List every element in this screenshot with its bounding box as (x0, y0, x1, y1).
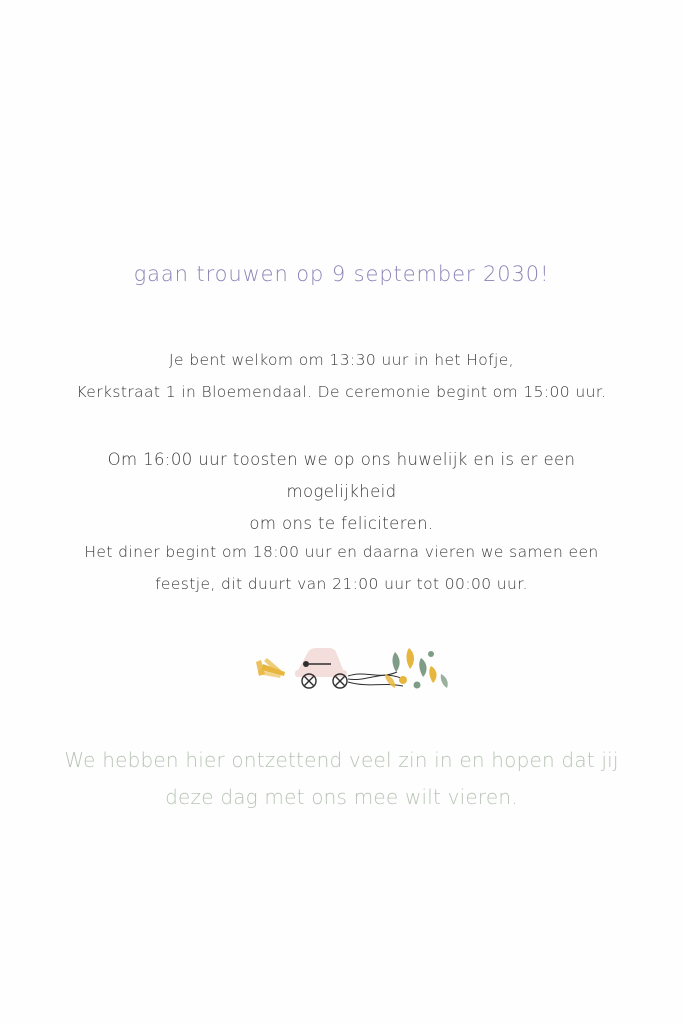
closing-line: We hebben hier ontzettend veel zin in en hopen dat jij (64, 748, 619, 772)
page-title: gaan trouwen op 9 september 2030! (133, 262, 550, 286)
closing-line: deze dag met ons mee wilt vieren. (165, 785, 518, 809)
paragraph-line: Om 16:00 uur toosten we op ons huwelijk en is er een mogelijkheid (107, 450, 576, 501)
paragraph-line: om ons te feliciteren. (249, 514, 434, 533)
paragraph-line: Kerkstraat 1 in Bloemendaal. De ceremonie begint om 15:00 uur. (76, 383, 607, 401)
paragraph-line: Het diner begint om 18:00 uur en daarna vieren we samen een (84, 543, 599, 561)
paragraph-line: Je bent welkom om 13:30 uur in het Hofje, (169, 351, 514, 369)
details-paragraph-welcome (60, 344, 623, 408)
paragraph-line: feestje, dit duurt van 21:00 uur tot 00:00 uur. (155, 575, 528, 593)
wedding-car-with-flowers-icon (245, 630, 465, 705)
details-paragraph-dinner (60, 536, 623, 600)
closing-message (50, 742, 633, 816)
details-paragraph-toast (60, 444, 623, 540)
